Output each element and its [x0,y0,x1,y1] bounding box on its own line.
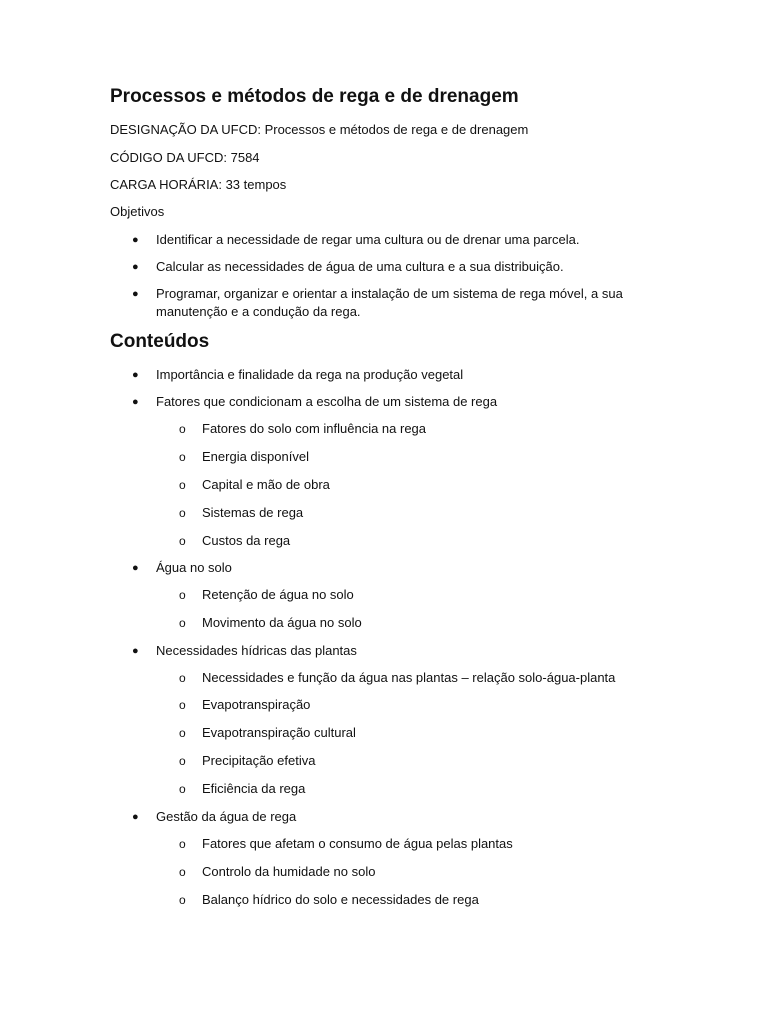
sub-bullet-marker: o [179,782,186,796]
carga-horaria-line: CARGA HORÁRIA: 33 tempos [110,177,287,192]
conteudo-label: Necessidades hídricas das plantas [156,643,357,658]
bullet-marker: ● [132,562,139,574]
sub-bullet-marker: o [179,754,186,768]
sub-bullet-marker: o [179,534,186,548]
objetivo-text: Calcular as necessidades de água de uma cultura e a sua distribuição. [156,259,564,274]
bullet-marker: ● [132,261,139,273]
designacao-line: DESIGNAÇÃO DA UFCD: Processos e métodos de rega e de drenagem [110,122,529,137]
sub-item-label: Controlo da humidade no solo [202,864,376,879]
sub-bullet-marker: o [179,865,186,879]
sub-item-label: Necessidades e função da água nas plantas – relação solo-água-planta [202,670,616,685]
sub-item-label: Fatores do solo com influência na rega [202,421,427,436]
conteudo-label: Fatores que condicionam a escolha de um sistema de rega [156,394,498,409]
conteudo-label: Gestão da água de rega [156,809,297,824]
sub-bullet-marker: o [179,506,186,520]
sub-item-label: Eficiência da rega [202,781,306,796]
sub-bullet-marker: o [179,671,186,685]
document-title: Processos e métodos de rega e de drenagem [110,86,519,107]
sub-bullet-marker: o [179,616,186,630]
sub-item-label: Capital e mão de obra [202,477,330,492]
bullet-marker: ● [132,369,139,381]
sub-item-label: Precipitação efetiva [202,753,316,768]
sub-bullet-marker: o [179,422,186,436]
conteudos-heading: Conteúdos [110,331,210,352]
sub-item-label: Sistemas de rega [202,505,304,520]
sub-item-label: Energia disponível [202,449,309,464]
bullet-marker: ● [132,811,139,823]
sub-item-label: Retenção de água no solo [202,587,354,602]
sub-bullet-marker: o [179,837,186,851]
sub-bullet-marker: o [179,450,186,464]
objetivos-label: Objetivos [110,204,165,219]
sub-bullet-marker: o [179,726,186,740]
objetivo-text: Programar, organizar e orientar a instalação de um sistema de rega móvel, a sua manutenção e a condução da rega. [156,286,623,319]
bullet-marker: ● [132,288,139,300]
sub-bullet-marker: o [179,588,186,602]
objetivo-text: Identificar a necessidade de regar uma cultura ou de drenar uma parcela. [156,232,580,247]
bullet-marker: ● [132,645,139,657]
conteudo-label: Importância e finalidade da rega na produção vegetal [156,367,464,382]
sub-item-label: Balanço hídrico do solo e necessidades de rega [202,892,479,907]
bullet-marker: ● [132,234,139,246]
bullet-marker: ● [132,396,139,408]
sub-bullet-marker: o [179,893,186,907]
sub-bullet-marker: o [179,478,186,492]
sub-item-label: Movimento da água no solo [202,615,362,630]
sub-item-label: Custos da rega [202,533,291,548]
sub-item-label: Fatores que afetam o consumo de água pelas plantas [202,836,513,851]
sub-item-label: Evapotranspiração [202,697,311,712]
conteudo-label: Água no solo [156,560,232,575]
sub-item-label: Evapotranspiração cultural [202,725,356,740]
codigo-line: CÓDIGO DA UFCD: 7584 [110,150,260,165]
sub-bullet-marker: o [179,698,186,712]
